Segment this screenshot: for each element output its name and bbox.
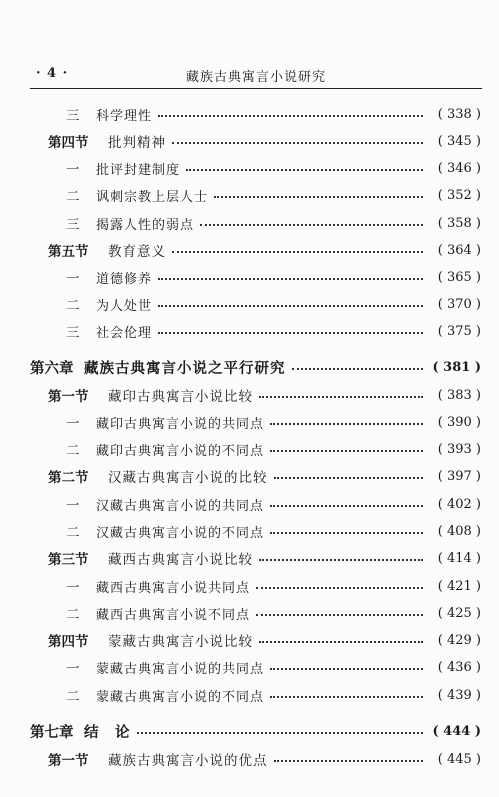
dot-leader [259,641,423,643]
toc-section-entry [0,130,499,152]
toc-subsection-entry [0,656,499,678]
entry-page-number: ( 444 ) [432,723,481,739]
toc-chapter-entry [0,356,499,378]
entry-page-number: ( 338 ) [437,106,481,122]
dot-leader [158,332,423,334]
entry-title: 讽刺宗教上层人士 [96,189,209,205]
toc-section-entry [0,384,499,406]
entry-number: 二 [66,607,80,623]
entry-title: 藏印古典寓言小说的不同点 [96,443,265,459]
entry-number: 一 [66,498,80,514]
entry-page-number: ( 408 ) [437,523,481,539]
toc-subsection-entry [0,602,499,624]
toc-section-entry [0,465,499,487]
toc-subsection-entry [0,684,499,706]
dot-leader [158,278,423,280]
page-number: · 4 · [36,66,69,81]
entry-number: 三 [66,108,80,124]
entry-number: 二 [66,298,80,314]
dot-leader [259,559,423,561]
entry-page-number: ( 425 ) [437,605,481,621]
dot-leader [292,368,424,370]
toc-subsection-entry [0,320,499,342]
entry-page-number: ( 436 ) [437,659,481,675]
dot-leader [186,169,423,171]
dot-leader [172,142,423,144]
entry-title: 藏西古典寓言小说不同点 [96,607,251,623]
entry-number: 三 [66,325,80,341]
entry-page-number: ( 346 ) [437,160,481,176]
entry-title: 为人处世 [96,298,153,314]
entry-page-number: ( 429 ) [437,632,481,648]
entry-title: 批判精神 [108,135,166,151]
entry-title: 汉藏古典寓言小说的共同点 [96,498,265,514]
dot-leader [158,305,423,307]
entry-number: 二 [66,189,80,205]
entry-title: 藏西古典寓言小说比较 [108,552,253,568]
toc-subsection-entry [0,438,499,460]
dot-leader [270,505,423,507]
toc-section-entry [0,748,499,770]
dot-leader [274,760,424,762]
entry-page-number: ( 439 ) [437,687,481,703]
entry-page-number: ( 383 ) [437,387,481,403]
entry-title: 藏族古典寓言小说之平行研究 [84,359,286,377]
dot-leader [256,587,423,589]
entry-title: 揭露人性的弱点 [96,217,195,233]
entry-number: 一 [66,661,80,677]
toc-subsection-entry [0,293,499,315]
entry-number: 第一节 [48,753,89,769]
dot-leader [270,423,423,425]
dot-leader [172,251,423,253]
dot-leader [214,196,423,198]
toc-section-entry [0,239,499,261]
toc-subsection-entry [0,266,499,288]
entry-page-number: ( 381 ) [432,359,481,375]
entry-title: 蒙藏古典寓言小说的共同点 [96,661,265,677]
entry-page-number: ( 364 ) [437,242,481,258]
entry-page-number: ( 345 ) [437,133,481,149]
page-header [30,64,482,86]
entry-page-number: ( 375 ) [437,323,481,339]
entry-number: 第三节 [48,552,89,568]
dot-leader [270,696,423,698]
entry-title: 批评封建制度 [96,162,181,178]
entry-title: 藏族古典寓言小说的优点 [108,753,268,769]
entry-number: 第一节 [48,389,89,405]
entry-page-number: ( 390 ) [437,414,481,430]
toc-section-entry [0,629,499,651]
entry-title: 汉藏古典寓言小说的不同点 [96,525,265,541]
entry-title: 教育意义 [108,244,166,260]
dot-leader [270,450,423,452]
entry-number: 二 [66,443,80,459]
entry-number: 一 [66,271,80,287]
toc-subsection-entry [0,520,499,542]
entry-title: 科学理性 [96,108,153,124]
dot-leader [270,532,423,534]
entry-page-number: ( 358 ) [437,215,481,231]
dot-leader [259,396,423,398]
entry-number: 三 [66,217,80,233]
dot-leader [274,477,424,479]
toc-subsection-entry [0,493,499,515]
dot-leader [270,668,423,670]
entry-number: 第二节 [48,470,89,486]
entry-title: 藏西古典寓言小说共同点 [96,580,251,596]
toc-subsection-entry [0,212,499,234]
toc-subsection-entry [0,157,499,179]
toc-subsection-entry [0,411,499,433]
entry-number: 第七章 [30,723,74,741]
entry-page-number: ( 421 ) [437,578,481,594]
entry-title: 道德修养 [96,271,153,287]
entry-page-number: ( 370 ) [437,296,481,312]
book-title: 藏族古典寓言小说研究 [185,70,326,85]
entry-page-number: ( 393 ) [437,441,481,457]
entry-number: 第四节 [48,634,89,650]
header-rule [30,88,482,89]
toc-subsection-entry [0,575,499,597]
toc-chapter-entry [0,720,499,742]
entry-number: 一 [66,162,80,178]
toc-subsection-entry [0,103,499,125]
toc-subsection-entry [0,184,499,206]
entry-title: 藏印古典寓言小说比较 [108,389,253,405]
entry-title: 蒙藏古典寓言小说比较 [108,634,253,650]
dot-leader [158,115,423,117]
entry-page-number: ( 445 ) [437,751,481,767]
entry-page-number: ( 402 ) [437,496,481,512]
entry-title: 汉藏古典寓言小说的比较 [108,470,268,486]
entry-page-number: ( 414 ) [437,550,481,566]
entry-title: 蒙藏古典寓言小说的不同点 [96,689,265,705]
entry-title: 社会伦理 [96,325,153,341]
toc-section-entry [0,547,499,569]
entry-page-number: ( 397 ) [437,468,481,484]
entry-number: 第四节 [48,135,89,151]
dot-leader [256,614,423,616]
entry-number: 一 [66,580,80,596]
entry-number: 二 [66,689,80,705]
entry-page-number: ( 352 ) [437,187,481,203]
entry-number: 一 [66,416,80,432]
dot-leader [137,732,424,734]
entry-number: 二 [66,525,80,541]
entry-title: 藏印古典寓言小说的共同点 [96,416,265,432]
entry-title: 结 论 [84,723,131,741]
entry-number: 第六章 [30,359,74,377]
entry-number: 第五节 [48,244,89,260]
entry-page-number: ( 365 ) [437,269,481,285]
dot-leader [200,224,423,226]
